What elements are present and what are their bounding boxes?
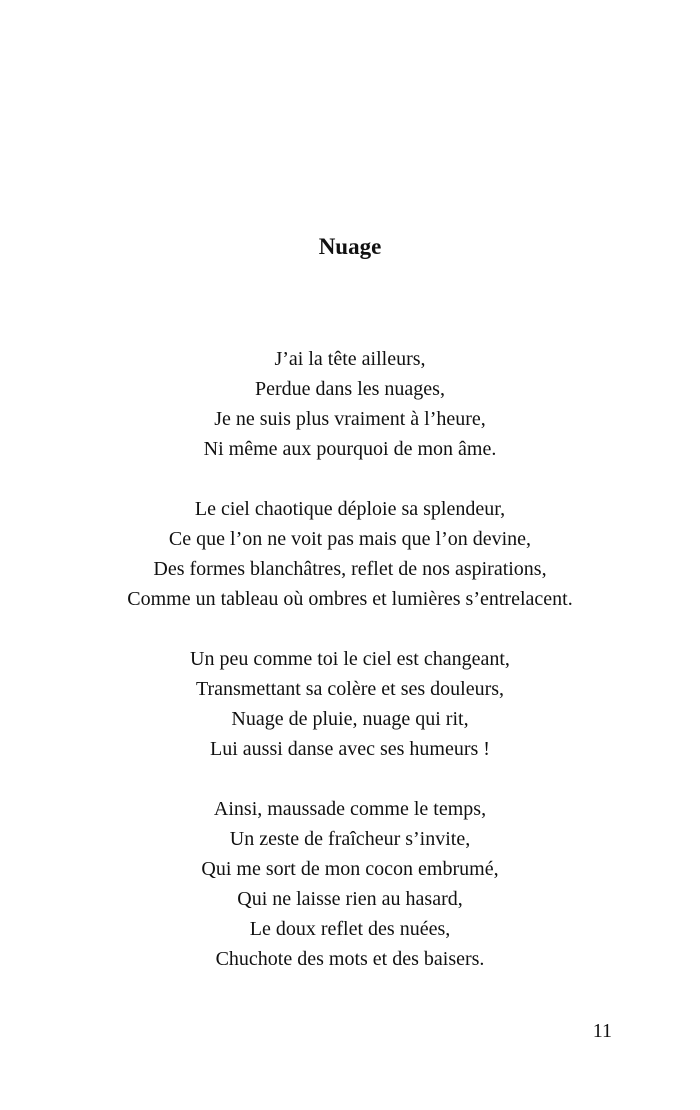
poem-line: Ainsi, maussade comme le temps, [213, 798, 487, 820]
poem-line: Qui ne laisse rien au hasard, [237, 888, 463, 910]
poem-line: Qui me sort de mon cocon embrumé, [201, 858, 499, 880]
poem-line: J’ai la tête ailleurs, [274, 348, 426, 370]
poem-line: Je ne suis plus vraiment à l’heure, [214, 408, 486, 430]
poem-line: Un zeste de fraîcheur s’invite, [229, 828, 471, 850]
poem-title: Nuage [318, 234, 382, 259]
poem-line: Le ciel chaotique déploie sa splendeur, [194, 498, 506, 520]
poem-line: Transmettant sa colère et ses douleurs, [195, 678, 505, 700]
poem-line: Ce que l’on ne voit pas mais que l’on devine, [168, 528, 532, 550]
stanza-4 [0, 794, 700, 974]
poem-line: Un peu comme toi le ciel est changeant, [190, 648, 510, 670]
stanza-1 [0, 344, 700, 464]
stanza-2 [0, 494, 700, 614]
poem-body [0, 344, 700, 1004]
page-number: 11 [592, 1020, 612, 1042]
poem-line: Des formes blanchâtres, reflet de nos aspirations, [153, 558, 547, 580]
poem-line: Chuchote des mots et des baisers. [215, 948, 485, 970]
poem-line: Le doux reflet des nuées, [249, 918, 451, 940]
poem-line: Perdue dans les nuages, [255, 378, 445, 400]
poem-line: Nuage de pluie, nuage qui rit, [231, 708, 469, 730]
poem-line: Lui aussi danse avec ses humeurs ! [210, 738, 490, 760]
poem-line: Comme un tableau où ombres et lumières s’entrelacent. [127, 588, 573, 610]
poem-line: Ni même aux pourquoi de mon âme. [203, 438, 497, 460]
stanza-3 [0, 644, 700, 764]
